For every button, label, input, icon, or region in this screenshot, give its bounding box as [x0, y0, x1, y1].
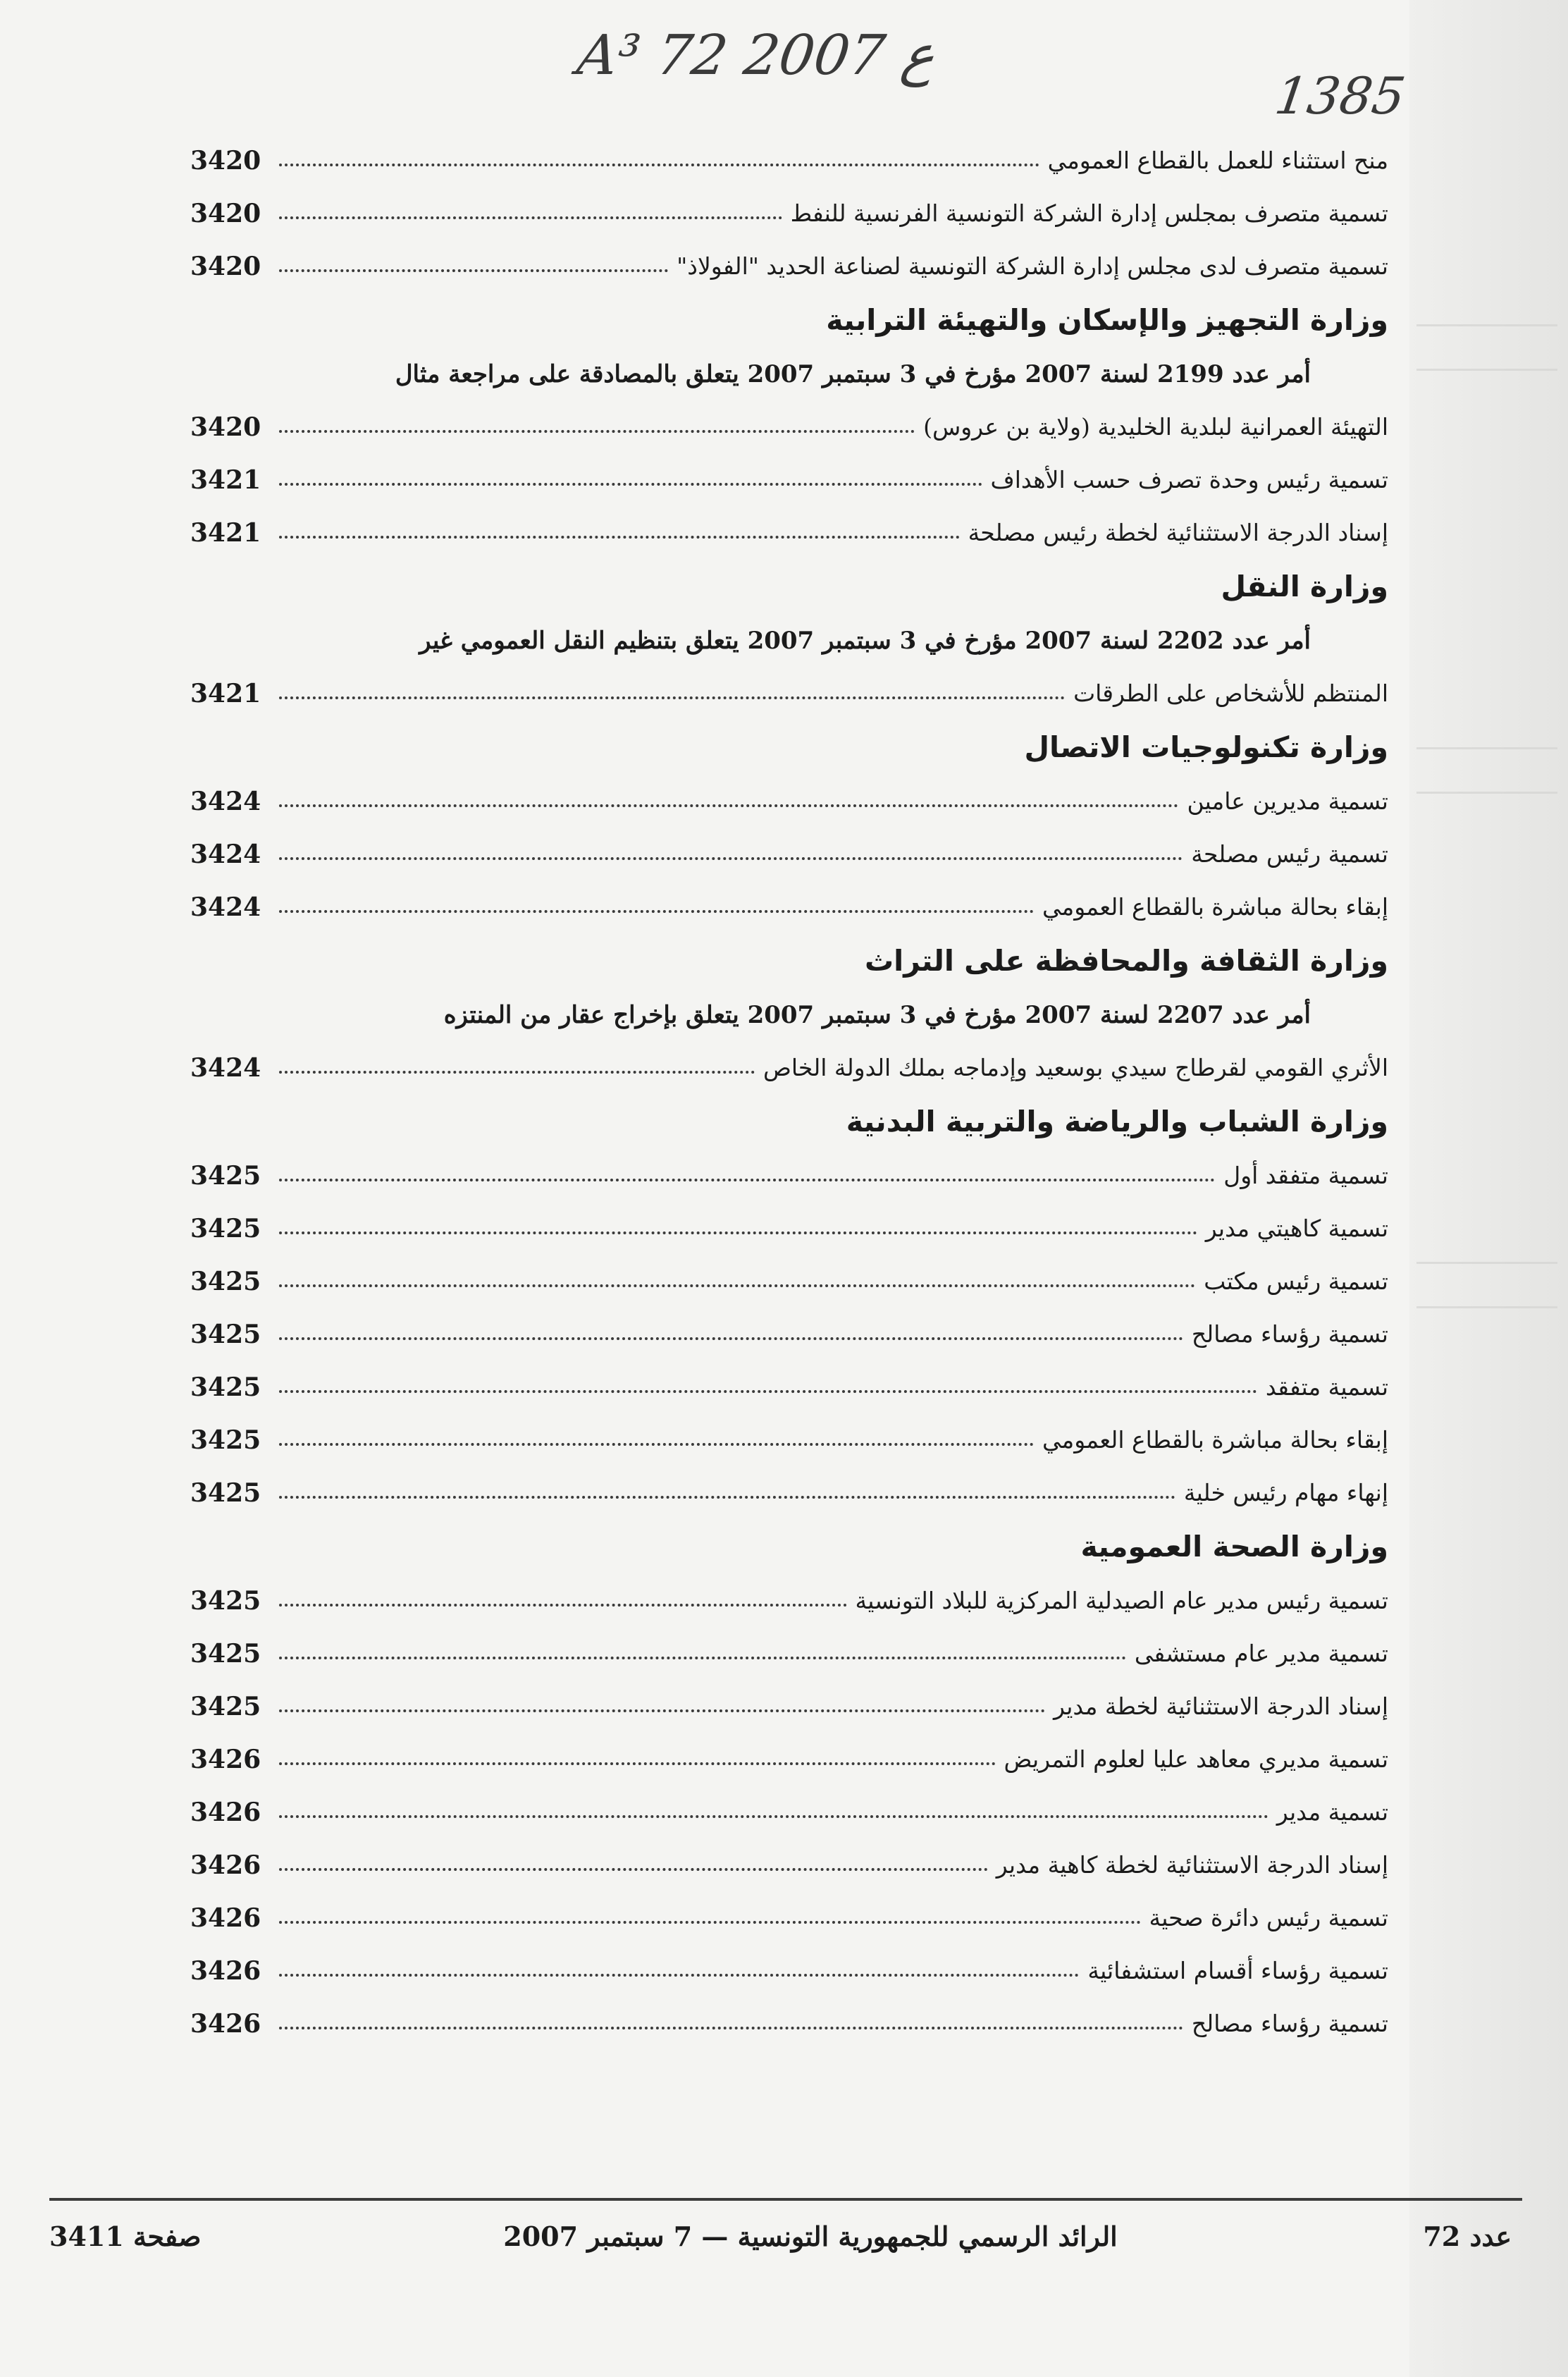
toc-entry — [190, 828, 1388, 880]
dot-leader — [279, 2027, 1183, 2029]
decree-line: أمر عدد 2199 لسنة 2007 مؤرخ في 3 سبتمبر 2007 يتعلق بالمصادقة على مراجعة مثال — [395, 360, 1311, 388]
toc-entry-page: 3421 — [190, 517, 261, 548]
toc-entry-text: تسمية رؤساء مصالح — [1191, 2010, 1388, 2037]
toc-entry-text: تسمية كاهيتي مدير — [1205, 1215, 1388, 1242]
toc-entry-text: تسمية مديرين عامين — [1187, 787, 1388, 815]
toc-entry — [190, 1361, 1388, 1413]
toc-entry-page: 3425 — [190, 1585, 261, 1616]
toc-entry — [190, 1202, 1388, 1255]
toc-entry-page: 3425 — [190, 1266, 261, 1296]
toc-entry — [190, 1255, 1388, 1308]
dot-leader — [279, 1604, 847, 1607]
dot-leader — [279, 483, 982, 486]
dot-leader — [279, 164, 1039, 166]
toc-entry-page: 3425 — [190, 1478, 261, 1508]
handwritten-number: 1385 — [1271, 66, 1409, 125]
toc-entry-page: 3426 — [190, 1850, 261, 1880]
dot-leader — [279, 696, 1065, 699]
toc-entry-text: تسمية مدير عام مستشفى — [1134, 1640, 1388, 1667]
toc-entry-page: 3425 — [190, 1425, 261, 1455]
toc-entry-page: 3425 — [190, 1638, 261, 1669]
toc-entry-text: إبقاء بحالة مباشرة بالقطاع العمومي — [1042, 1426, 1388, 1454]
toc-entry-text: إسناد الدرجة الاستثنائية لخطة مدير — [1054, 1693, 1388, 1720]
toc-entry-text: تسمية متصرف لدى مجلس إدارة الشركة التونسية لصناعة الحديد "الفولاذ" — [677, 252, 1388, 280]
dot-leader — [279, 430, 915, 433]
dot-leader — [279, 1496, 1175, 1499]
toc-entry-page: 3426 — [190, 1797, 261, 1827]
dot-leader — [279, 1071, 755, 1074]
toc-entry-text: تسمية متفقد أول — [1223, 1162, 1388, 1189]
toc-entry-page: 3426 — [190, 2008, 261, 2039]
toc-entry-text: تسمية رئيس مكتب — [1204, 1267, 1388, 1295]
toc-entry — [190, 1786, 1388, 1838]
toc-entry-text: تسمية متفقد — [1265, 1373, 1388, 1401]
toc-entry-page: 3424 — [190, 892, 261, 922]
dot-leader — [279, 1179, 1215, 1181]
dot-leader — [279, 1443, 1034, 1446]
toc-entry-text: المنتظم للأشخاص على الطرقات — [1073, 680, 1388, 707]
decree-line: أمر عدد 2202 لسنة 2007 مؤرخ في 3 سبتمبر 2007 يتعلق بتنظيم النقل العمومي غير — [419, 626, 1311, 655]
ministry-heading: وزارة تكنولوجيات الاتصال — [1024, 730, 1388, 764]
toc-entry-text: تسمية رئيس مدير عام الصيدلية المركزية للبلاد التونسية — [855, 1587, 1388, 1614]
dot-leader — [279, 1284, 1195, 1287]
toc-entry-page: 3424 — [190, 1052, 261, 1083]
toc-entry — [190, 506, 1388, 559]
toc-entry-page: 3421 — [190, 465, 261, 495]
dot-leader — [279, 857, 1183, 860]
toc-entry-page: 3425 — [190, 1213, 261, 1243]
toc-entry — [190, 1997, 1388, 2050]
toc-entry — [190, 1733, 1388, 1786]
toc-entry — [190, 1838, 1388, 1891]
toc-entry — [190, 1466, 1388, 1519]
toc-entry-text: الأثري القومي لقرطاج سيدي بوسعيد وإدماجه بملك الدولة الخاص — [763, 1054, 1388, 1081]
toc-entry-text: إسناد الدرجة الاستثنائية لخطة رئيس مصلحة — [968, 519, 1388, 546]
toc-entry-text: تسمية رئيس مصلحة — [1191, 840, 1388, 868]
toc-entry-page: 3420 — [190, 198, 261, 228]
handwritten-reference: A³ 72 ع 2007 — [573, 24, 939, 87]
footer-page: صفحة 3411 — [49, 2221, 202, 2252]
toc-entry-text: تسمية رؤساء مصالح — [1191, 1320, 1388, 1348]
dot-leader — [279, 1815, 1268, 1818]
toc-entry-page: 3420 — [190, 145, 261, 176]
toc-entry — [190, 667, 1388, 720]
toc-entry — [190, 1574, 1388, 1627]
dot-leader — [279, 1921, 1141, 1924]
toc-entry-page: 3425 — [190, 1691, 261, 1721]
toc-entry-text: تسمية متصرف بمجلس إدارة الشركة التونسية الفرنسية للنفط — [790, 199, 1388, 227]
dot-leader — [279, 1709, 1045, 1712]
dot-leader — [279, 536, 960, 539]
dot-leader — [279, 910, 1034, 913]
toc-entry — [190, 1413, 1388, 1466]
toc-entry-page: 3425 — [190, 1372, 261, 1402]
toc-entry — [190, 1627, 1388, 1680]
toc-entry — [190, 1680, 1388, 1733]
table-of-contents — [190, 134, 1388, 2050]
decree-line: أمر عدد 2207 لسنة 2007 مؤرخ في 3 سبتمبر 2007 يتعلق بإخراج عقار من المنتزه — [443, 1000, 1311, 1029]
toc-entry-page: 3420 — [190, 251, 261, 281]
toc-entry — [190, 453, 1388, 506]
toc-entry-page: 3426 — [190, 1955, 261, 1986]
dot-leader — [279, 1974, 1079, 1977]
ministry-heading: وزارة الثقافة والمحافظة على التراث — [864, 944, 1388, 978]
dot-leader — [279, 1337, 1183, 1340]
dot-leader — [279, 216, 782, 219]
toc-entry-page: 3425 — [190, 1319, 261, 1349]
toc-entry — [190, 1041, 1388, 1094]
toc-entry-text: إنهاء مهام رئيس خلية — [1183, 1479, 1388, 1506]
dot-leader — [279, 269, 668, 272]
toc-entry — [190, 187, 1388, 240]
dot-leader — [279, 1657, 1126, 1659]
dot-leader — [279, 804, 1178, 807]
toc-entry-page: 3426 — [190, 1903, 261, 1933]
ministry-heading: وزارة الشباب والرياضة والتربية البدنية — [846, 1105, 1388, 1138]
toc-entry-text: منح استثناء للعمل بالقطاع العمومي — [1047, 147, 1388, 174]
facing-page-bleed — [1409, 0, 1568, 2377]
dot-leader — [279, 1762, 996, 1765]
toc-entry-page: 3420 — [190, 412, 261, 442]
toc-entry-text: تسمية مدير — [1276, 1798, 1388, 1826]
toc-entry — [190, 775, 1388, 828]
dot-leader — [279, 1232, 1197, 1234]
toc-entry-text: تسمية رئيس وحدة تصرف حسب الأهداف — [990, 466, 1388, 493]
footer-rule — [49, 2198, 1522, 2201]
toc-entry-text: إبقاء بحالة مباشرة بالقطاع العمومي — [1042, 893, 1388, 921]
dot-leader — [279, 1390, 1257, 1393]
footer-title: الرائد الرسمي للجمهورية التونسية — 7 سبتمبر 2007 — [503, 2221, 1118, 2252]
ministry-heading: وزارة التجهيز والإسكان والتهيئة الترابية — [826, 303, 1388, 337]
toc-entry-text: تسمية مديري معاهد عليا لعلوم التمريض — [1004, 1745, 1388, 1773]
toc-entry-text: تسمية رئيس دائرة صحية — [1149, 1904, 1388, 1931]
toc-entry-page: 3424 — [190, 786, 261, 816]
ministry-heading: وزارة الصحة العمومية — [1080, 1530, 1388, 1564]
toc-entry — [190, 1891, 1388, 1944]
footer-issue: عدد 72 — [1423, 2221, 1512, 2252]
toc-entry-text: تسمية رؤساء أقسام استشفائية — [1087, 1957, 1388, 1984]
toc-entry-page: 3421 — [190, 678, 261, 708]
toc-entry-text: التهيئة العمرانية لبلدية الخليدية (ولاية بن عروس) — [923, 413, 1388, 441]
toc-entry — [190, 134, 1388, 187]
dot-leader — [279, 1868, 988, 1871]
toc-entry — [190, 1944, 1388, 1997]
toc-entry — [190, 1308, 1388, 1361]
ministry-heading: وزارة النقل — [1221, 570, 1388, 603]
toc-entry — [190, 240, 1388, 293]
toc-entry-page: 3424 — [190, 839, 261, 869]
toc-entry-text: إسناد الدرجة الاستثنائية لخطة كاهية مدير — [996, 1851, 1388, 1879]
toc-entry — [190, 1149, 1388, 1202]
toc-entry-page: 3426 — [190, 1744, 261, 1774]
toc-entry-page: 3425 — [190, 1160, 261, 1191]
toc-entry — [190, 880, 1388, 933]
toc-entry — [190, 400, 1388, 453]
